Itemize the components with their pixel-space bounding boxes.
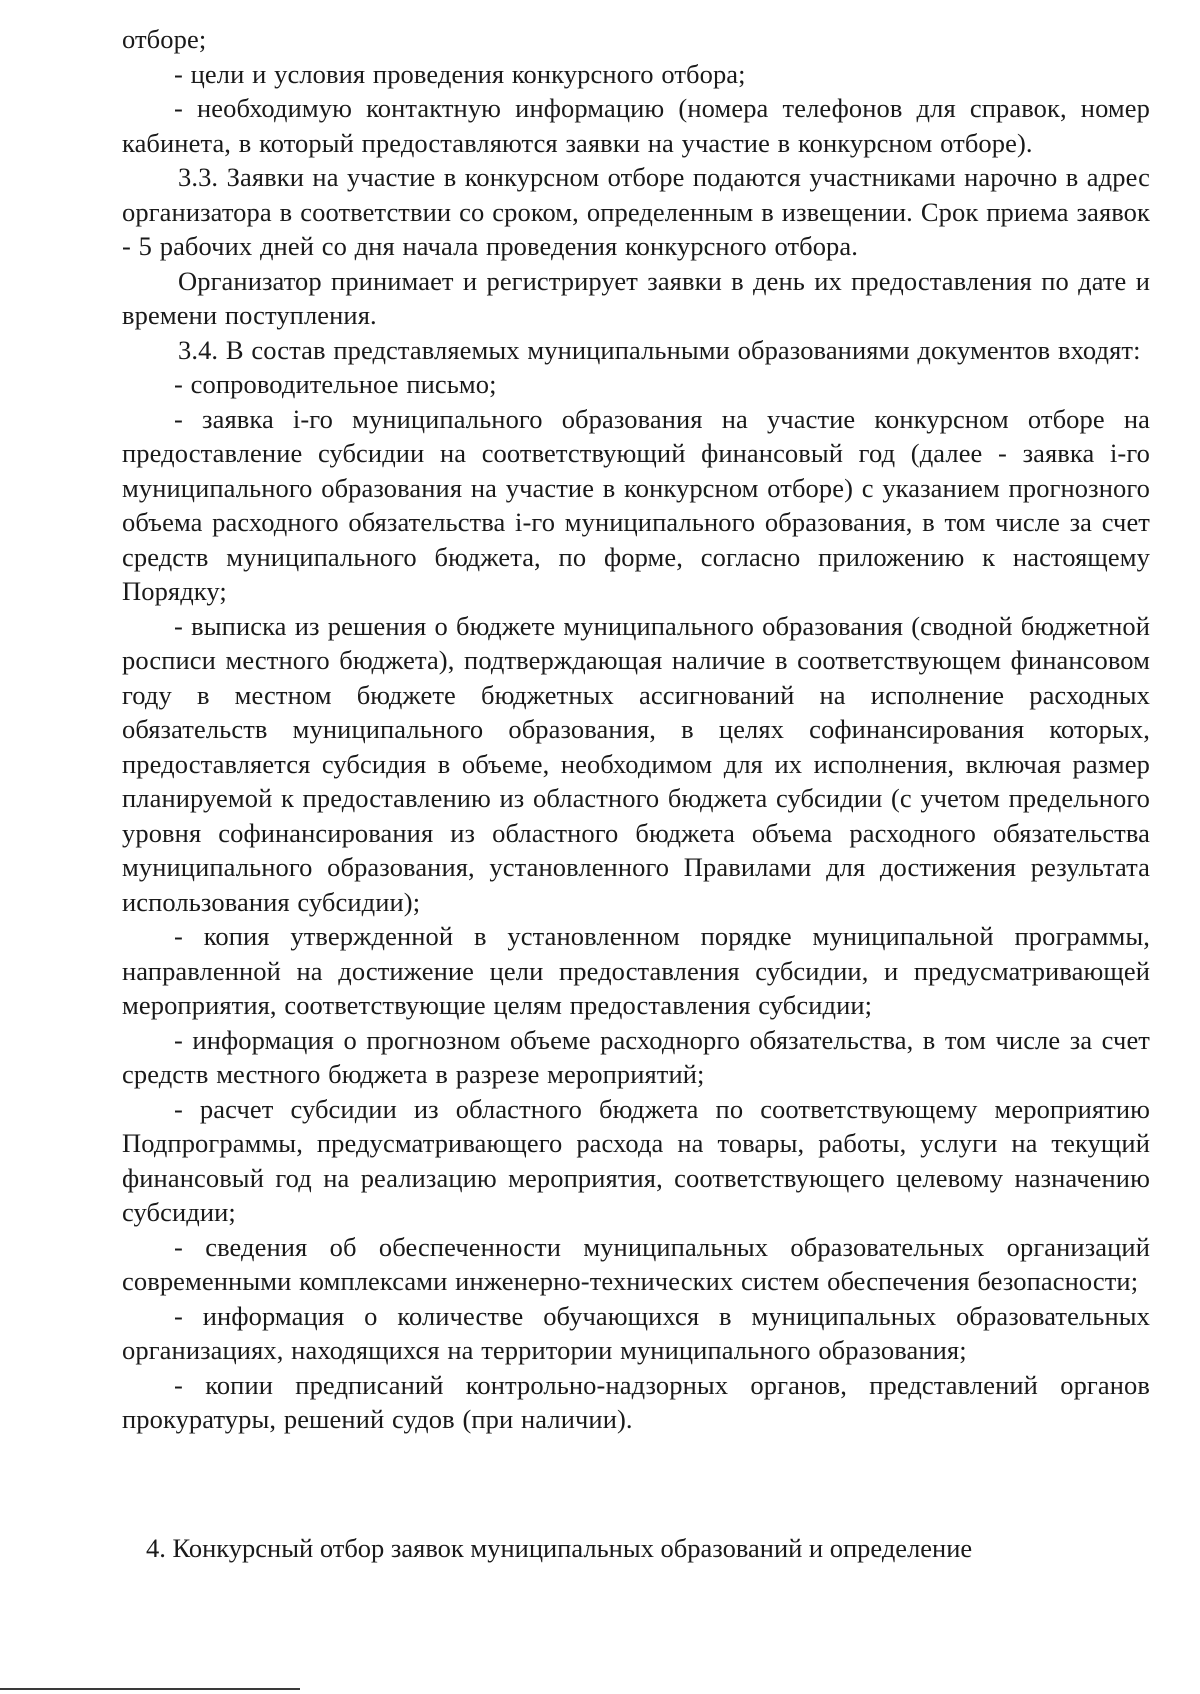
list-item-security-info: - сведения об обеспеченности муниципальных образовательных организаций современными комплексами инженерно-технических систем обеспечения безопасности; bbox=[122, 1231, 1150, 1296]
paragraph-3-3: 3.3. Заявки на участие в конкурсном отборе подаются участниками нарочно в адрес организатора в соответствии со сроком, определенным в извещении. Срок приема заявок - 5 рабочих дней со дня начала проведения конкурсного отбора. bbox=[122, 162, 1150, 261]
list-item-goals: - цели и условия проведения конкурсного отбора; bbox=[174, 58, 746, 89]
list-item-forecast-info: - информация о прогнозном объеме расходнорго обязательства, в том числе за счет средств местного бюджета в разрезе мероприятий; bbox=[122, 1024, 1150, 1089]
paragraph-continuation: отборе; bbox=[122, 24, 207, 54]
list-item-contacts: - необходимую контактную информацию (номера телефонов для справок, номер кабинета, в который предоставляются заявки на участие в конкурсном отборе). bbox=[122, 93, 1150, 158]
list-item-cover-letter: - сопроводительное письмо; bbox=[174, 369, 497, 399]
paragraph-registration: Организатор принимает и регистрирует заявки в день их предоставления по дате и времени поступления. bbox=[122, 265, 1150, 330]
list-item-subsidy-calc: - расчет субсидии из областного бюджета по соответствующему мероприятию Подпрограммы, предусматривающего расхода на товары, работы, услуги на текущий финансовый год на реализацию мероприятия, соответствующего целевому назначению субсидии; bbox=[122, 1093, 1150, 1227]
list-item-students-info: - информация о количестве обучающихся в муниципальных образовательных организациях, находящихся на территории муниципального образования; bbox=[122, 1300, 1150, 1365]
list-item-application: - заявка i-го муниципального образования на участие конкурсном отборе на предоставление субсидии на соответствующий финансовый год (далее - заявка i-го муниципального образования на участие в конкурсном отборе) с указанием прогнозного объема расходного обязательства i-го муниципального образования, в том числе за счет средств муниципального бюджета, по форме, согласно приложению к настоящему Порядку; bbox=[122, 403, 1150, 606]
list-item-prescriptions: - копии предписаний контрольно-надзорных органов, представлений органов прокуратуры, решений судов (при наличии). bbox=[122, 1369, 1150, 1434]
footer-rule bbox=[0, 1688, 300, 1690]
document-body bbox=[122, 22, 1150, 1437]
paragraph-3-4: 3.4. В состав представляемых муниципальными образованиями документов входят: bbox=[178, 334, 1141, 365]
list-item-budget-extract: - выписка из решения о бюджете муниципального образования (сводной бюджетной росписи местного бюджета), подтверждающая наличие в соответствующем финансовом году в местном бюджете бюджетных ассигнований на исполнение расходных обязательств муниципального образования, в целях софинансирования которых, предоставляется субсидия в объеме, необходимом для их исполнения, включая размер планируемой к предоставлению из областного бюджета субсидии (с учетом предельного уровня софинансирования из областного бюджета объема расходного обязательства муниципального образования, установленного Правилами для достижения результата использования субсидии); bbox=[122, 610, 1150, 917]
section-heading: 4. Конкурсный отбор заявок муниципальных образований и определение bbox=[146, 1533, 973, 1563]
list-item-program-copy: - копия утвержденной в установленном порядке муниципальной программы, направленной на достижение цели предоставления субсидии, и предусматривающей мероприятия, соответствующие целям предоставления субсидии; bbox=[122, 921, 1150, 1020]
